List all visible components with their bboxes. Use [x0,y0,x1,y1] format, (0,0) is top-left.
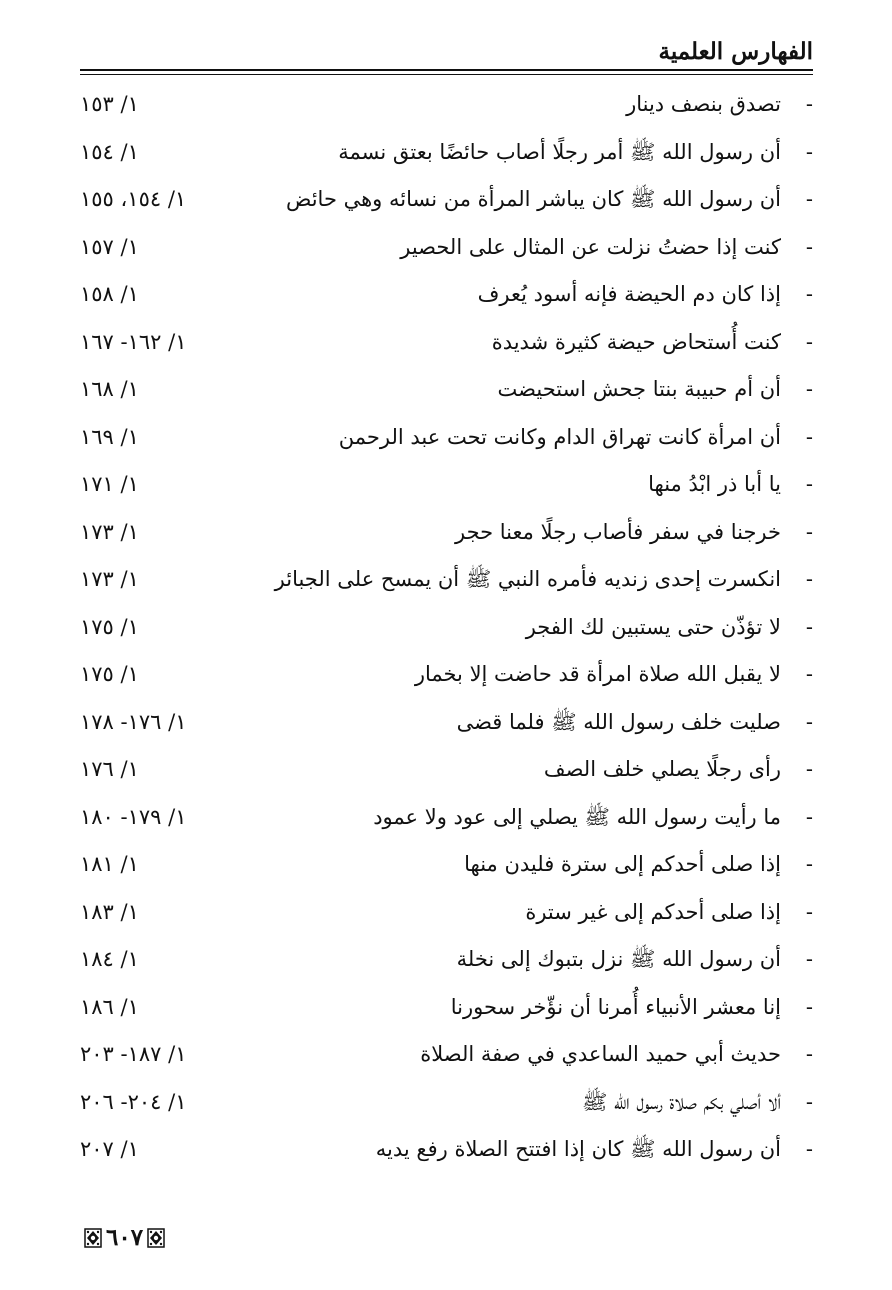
page-footer [84,1222,165,1254]
index-entry [80,604,813,652]
entry-dash: - [805,899,813,924]
entry-page-ref: ١/ ١٦٩ [80,424,139,449]
hadith-index-list [80,81,813,1174]
entry-dash: - [805,1089,813,1114]
entry-text: إذا كان دم الحيضة فإنه أسود يُعرف [477,282,781,306]
index-entry [80,841,813,889]
entry-page-ref: ١/ ١٨٣ [80,899,139,924]
entry-dash: - [805,947,813,971]
entry-page-ref: ١/ ١٨٧- ٢٠٣ [80,1042,187,1066]
entry-text: إذا صلى أحدكم إلى غير سترة [525,899,781,924]
running-header [80,34,813,70]
entry-page-ref: ١/ ١٧٦- ١٧٨ [80,709,187,734]
index-entry [80,366,813,414]
entry-text: كنت إذا حضتُ نزلت عن المثال على الحصير [400,234,781,259]
index-entry [80,81,813,129]
entry-text: صليت خلف رسول الله ﷺ فلما قضى [456,709,781,734]
entry-page-ref: ١/ ١٥٤ [80,139,139,164]
entry-page-ref: ١/ ١٥٧ [80,234,139,259]
entry-page-ref: ١/ ١٥٣ [80,92,139,116]
index-entry [80,984,813,1032]
index-entry [80,1126,813,1174]
entry-text: خرجنا في سفر فأصاب رجلًا معنا حجر [454,519,781,544]
entry-dash: - [805,472,813,496]
page-title: الفهارس العلمية [658,38,813,65]
entry-text: يا أبا ذر ابْدُ منها [648,472,781,496]
entry-page-ref: ١/ ٢٠٤- ٢٠٦ [80,1089,187,1114]
index-entry [80,176,813,224]
entry-text: أن رسول الله ﷺ أمر رجلًا أصاب حائضًا بعتق نسمة [338,139,781,164]
header-rule-thin [80,74,813,75]
entry-text: ألا أصلي بكم صلاة رسول الله ﷺ [581,1089,781,1114]
entry-text: رأى رجلًا يصلي خلف الصف [543,757,781,781]
entry-text: أن أم حبيبة بنتا جحش استحيضت [497,377,781,401]
entry-page-ref: ١/ ١٨١ [80,852,139,876]
entry-dash: - [805,567,813,591]
entry-text: حديث أبي حميد الساعدي في صفة الصلاة [420,1042,781,1066]
entry-page-ref: ١/ ١٦٢- ١٦٧ [80,329,187,354]
floral-ornament-icon [84,1228,102,1248]
index-entry [80,129,813,177]
header-rule-thick [80,69,813,71]
entry-page-ref: ١/ ١٨٤ [80,947,139,971]
index-entry [80,556,813,604]
entry-page-ref: ١/ ١٧٦ [80,757,139,781]
entry-page-ref: ١/ ٢٠٧ [80,1137,139,1161]
entry-page-ref: ١/ ١٥٤، ١٥٥ [80,187,187,211]
entry-text: إنا معشر الأنبياء أُمرنا أن نؤّخر سحورنا [450,994,781,1019]
entry-text: تصدق بنصف دينار [626,92,781,116]
entry-text: كنت أُستحاض حيضة كثيرة شديدة [491,329,781,354]
entry-dash: - [805,329,813,354]
floral-ornament-icon [147,1228,165,1248]
entry-text: لا يقبل الله صلاة امرأة قد حاضت إلا بخمار [414,662,781,686]
entry-dash: - [805,852,813,876]
entry-dash: - [805,424,813,449]
entry-text: ما رأيت رسول الله ﷺ يصلي إلى عود ولا عمود [373,804,781,829]
entry-dash: - [805,994,813,1019]
entry-dash: - [805,1042,813,1066]
index-entry [80,699,813,747]
entry-dash: - [805,757,813,781]
index-entry [80,414,813,462]
entry-dash: - [805,804,813,829]
entry-text: أن رسول الله ﷺ نزل بتبوك إلى نخلة [456,947,781,971]
entry-dash: - [805,709,813,734]
entry-page-ref: ١/ ١٧١ [80,472,139,496]
index-entry [80,889,813,937]
entry-text: لا تؤذّن حتى يستبين لك الفجر [525,614,781,639]
entry-dash: - [805,614,813,639]
index-entry [80,271,813,319]
index-entry [80,794,813,842]
entry-dash: - [805,282,813,306]
entry-text: انكسرت إحدى زنديه فأمره النبي ﷺ أن يمسح على الجبائر [274,567,781,591]
entry-dash: - [805,1137,813,1161]
entry-dash: - [805,377,813,401]
index-entry [80,461,813,509]
entry-page-ref: ١/ ١٥٨ [80,282,139,306]
entry-dash: - [805,662,813,686]
index-entry [80,936,813,984]
index-entry [80,746,813,794]
entry-text: إذا صلى أحدكم إلى سترة فليدن منها [464,852,781,876]
entry-page-ref: ١/ ١٨٦ [80,994,139,1019]
entry-text: أن رسول الله ﷺ كان يباشر المرأة من نسائه وهي حائض [285,187,781,211]
entry-dash: - [805,139,813,164]
entry-page-ref: ١/ ١٦٨ [80,377,139,401]
index-entry [80,1031,813,1079]
entry-page-ref: ١/ ١٧٥ [80,662,139,686]
index-entry [80,319,813,367]
entry-dash: - [805,92,813,116]
entry-text: أن امرأة كانت تهراق الدام وكانت تحت عبد الرحمن [338,424,781,449]
entry-page-ref: ١/ ١٧٥ [80,614,139,639]
entry-dash: - [805,519,813,544]
entry-page-ref: ١/ ١٧٩- ١٨٠ [80,804,187,829]
index-entry [80,1079,813,1127]
index-entry [80,651,813,699]
entry-page-ref: ١/ ١٧٣ [80,567,139,591]
page-number: ٦٠٧ [106,1224,144,1251]
entry-dash: - [805,234,813,259]
index-entry [80,509,813,557]
entry-dash: - [805,187,813,211]
entry-text: أن رسول الله ﷺ كان إذا افتتح الصلاة رفع يديه [375,1137,781,1161]
index-entry [80,224,813,272]
entry-page-ref: ١/ ١٧٣ [80,519,139,544]
